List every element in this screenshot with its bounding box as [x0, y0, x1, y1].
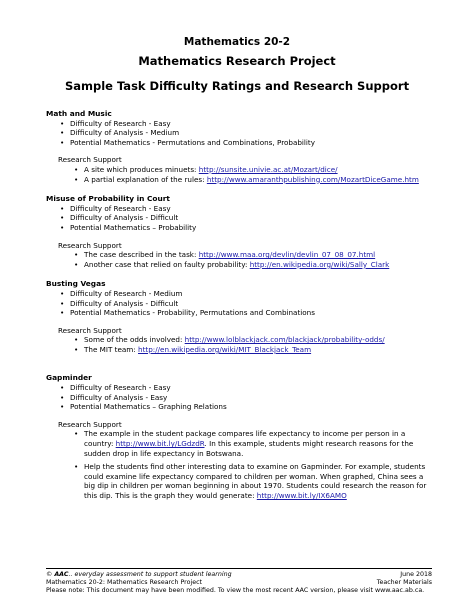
section-title-math-and-music: Math and Music — [46, 109, 112, 118]
rating-item: • Difficulty of Analysis - Difficult — [58, 299, 436, 309]
aac-brand: AAC — [54, 571, 69, 578]
support-link[interactable]: http://www.maa.org/devlin/devlin_07_08_07.html — [198, 250, 376, 260]
footer-copyright: © AAC.. everyday assessment to support student learning — [46, 571, 232, 578]
support-link[interactable]: http://en.wikipedia.org/wiki/Sally_Clark — [249, 259, 390, 269]
support-link[interactable]: http://www.bit.ly/IX6AMO — [256, 491, 347, 500]
support-item: • Help the students find other interesting data to examine on Gapminder. For example, students could examine life expectancy compared to children per woman. When graphed, China sees a big dip in children per woman beginning in about 1970. Students could research the reason for this dip. This is the graph they would generate: http://www.bit.ly/IX6AMO — [72, 462, 436, 500]
support-link[interactable]: http://sunsite.univie.ac.at/Mozart/dice/ — [198, 164, 338, 174]
document-body — [46, 109, 436, 501]
section-title-gapminder: Gapminder — [46, 373, 92, 383]
research-support-label: Research Support — [58, 325, 122, 335]
support-item: • The example in the student package compares life expectancy to income per person in a country: http://www.bit.ly/LGdzdR. In this example, students might research reasons for the sudden drop in life expectancy in Botswana. — [72, 429, 436, 458]
rating-item: • Potential Mathematics – Probability — [58, 223, 436, 233]
support-item: • A partial explanation of the rules: http://www.amaranthpublishing.com/MozartDiceGame.htm — [72, 175, 436, 185]
support-link[interactable]: http://en.wikipedia.org/wiki/MIT_Blackjack_Team — [138, 344, 312, 354]
section-ratings-list — [46, 204, 436, 233]
rating-item: • Difficulty of Research - Medium — [58, 289, 436, 299]
support-item: • A site which produces minuets: http://sunsite.univie.ac.at/Mozart/dice/ — [72, 165, 436, 175]
research-support-label: Research Support — [58, 155, 122, 165]
footer-divider — [46, 568, 432, 569]
section-ratings-list — [46, 119, 436, 148]
rating-item: • Difficulty of Research - Easy — [58, 204, 436, 214]
footer-notice: Please note: This document may have been modified. To view the most recent AAC version, please visit www.aac.ab.ca. — [46, 587, 425, 594]
research-support-list — [46, 165, 436, 184]
rating-item: • Difficulty of Analysis - Difficult — [58, 213, 436, 223]
rating-item: • Potential Mathematics – Graphing Relations — [58, 402, 436, 412]
project-heading: Mathematics Research Project — [138, 54, 336, 68]
footer-course-line: Mathematics 20-2: Mathematics Research Project — [46, 579, 203, 586]
support-item: • Another case that relied on faulty probability: http://en.wikipedia.org/wiki/Sally_Clark — [72, 260, 436, 270]
page-title: Sample Task Difficulty Ratings and Research Support — [64, 79, 410, 93]
support-item: • Some of the odds involved: http://www.lolblackjack.com/blackjack/probability-odds/ — [72, 335, 436, 345]
section-ratings-list — [46, 289, 436, 318]
section-ratings-list — [46, 383, 436, 412]
rating-item: • Potential Mathematics - Probability, Permutations and Combinations — [58, 308, 436, 318]
support-link[interactable]: http://www.amaranthpublishing.com/MozartDiceGame.htm — [206, 174, 419, 184]
rating-item: • Difficulty of Research - Easy — [58, 383, 436, 393]
support-link[interactable]: http://www.bit.ly/LGdzdR — [115, 439, 205, 449]
support-item: • The case described in the task: http://www.maa.org/devlin/devlin_07_08_07.html — [72, 250, 436, 260]
rating-item: • Difficulty of Analysis - Medium — [58, 128, 436, 138]
research-support-label: Research Support — [58, 419, 122, 429]
support-item: • The MIT team: http://en.wikipedia.org/wiki/MIT_Blackjack_Team — [72, 345, 436, 355]
research-support-list — [46, 335, 436, 354]
course-heading: Mathematics 20-2 — [183, 36, 291, 48]
rating-item: • Difficulty of Analysis - Easy — [58, 393, 436, 403]
research-support-list — [46, 429, 436, 500]
footer-date: June 2018 — [400, 571, 432, 578]
section-title-busting-vegas: Busting Vegas — [46, 279, 106, 289]
rating-item: • Potential Mathematics - Permutations and Combinations, Probability — [58, 138, 436, 148]
section-title-misuse-of-probability: Misuse of Probability in Court — [46, 194, 170, 204]
research-support-label: Research Support — [58, 240, 122, 250]
support-link[interactable]: http://www.lolblackjack.com/blackjack/probability-odds/ — [184, 335, 385, 345]
rating-item: • Difficulty of Research - Easy — [58, 119, 436, 129]
footer-audience: Teacher Materials — [376, 579, 432, 586]
research-support-list — [46, 250, 436, 269]
